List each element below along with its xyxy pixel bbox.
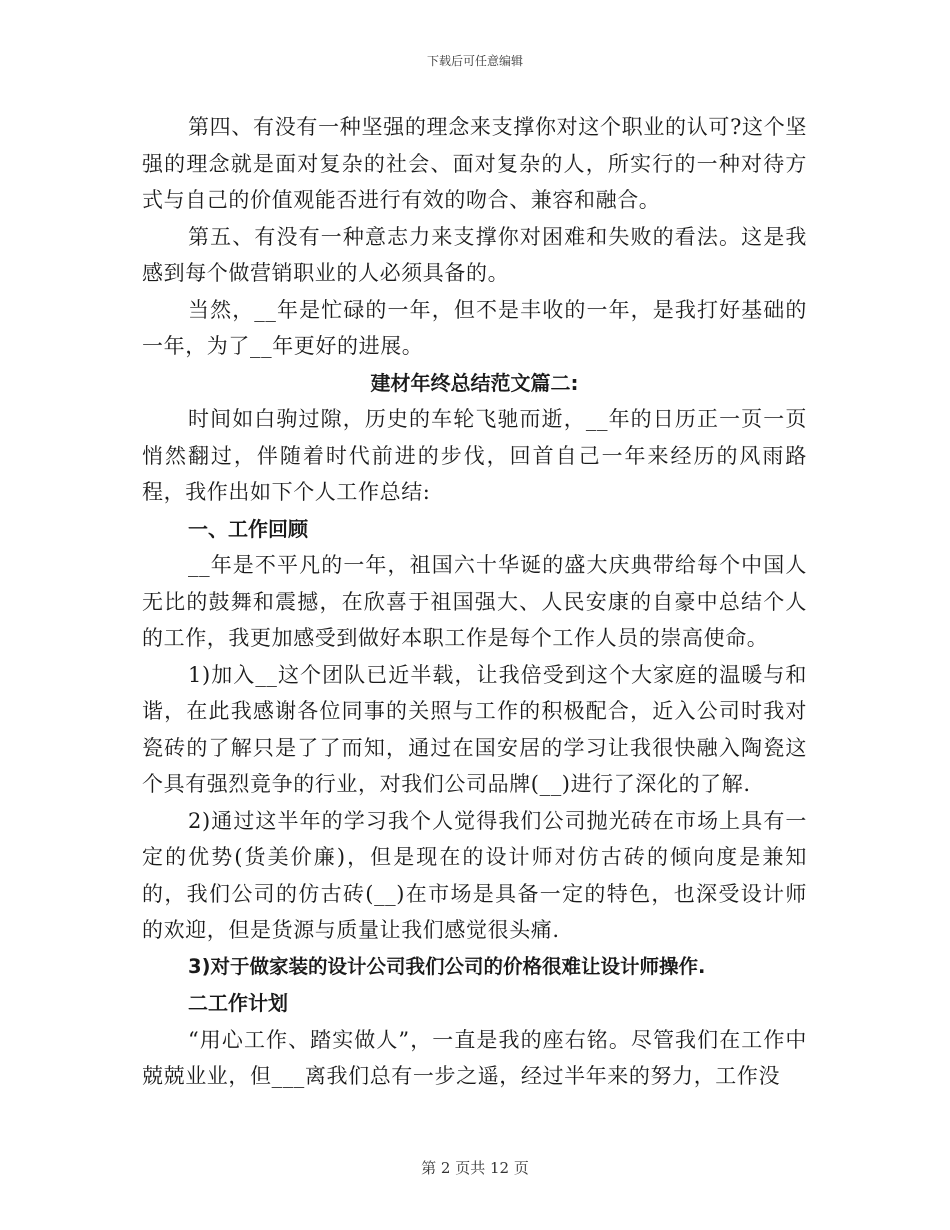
page-header: 下载后可任意编辑 <box>426 54 523 68</box>
document-body <box>142 109 807 1095</box>
paragraph-item-2: 2)通过这半年的学习我个人觉得我们公司抛光砖在市场上具有一定的优势(货美价廉)，但是现在的设计师对仿古砖的倾向度是兼知的，我们公司的仿古砖(__)在市场是具备一定的特色，也深受设计师的欢迎，但是货源与质量让我们感觉很头痛. <box>142 808 807 942</box>
section-title: 建材年终总结范文篇二: <box>370 370 579 395</box>
paragraph-fourth: 第四、有没有一种坚强的理念来支撑你对这个职业的认可?这个坚强的理念就是面对复杂的社会、面对复杂的人，所实行的一种对待方式与自己的价值观能否进行有效的吻合、兼容和融合。 <box>142 115 807 212</box>
paragraph-plan: “用心工作、踏实做人”，一直是我的座右铭。尽管我们在工作中兢兢业业，但___离我们总有一步之遥，经过半年来的努力，工作没 <box>142 1027 807 1088</box>
paragraph-intro: 时间如白驹过隙，历史的车轮飞驰而逝，__年的日历正一页一页悄然翻过，伴随着时代前进的步伐，回首自己一年来经历的风雨路程，我作出如下个人工作总结: <box>142 407 807 504</box>
page-footer: 第 2 页共 12 页 <box>421 1159 529 1177</box>
paragraph-conclusion: 当然，__年是忙碌的一年，但不是丰收的一年，是我打好基础的一年，为了__年更好的进展。 <box>142 297 807 358</box>
paragraph-fifth: 第五、有没有一种意志力来支撑你对困难和失败的看法。这是我感到每个做营销职业的人必须具备的。 <box>142 224 807 285</box>
paragraph-review: __年是不平凡的一年，祖国六十华诞的盛大庆典带给每个中国人无比的鼓舞和震撼，在欣喜于祖国强大、人民安康的自豪中总结个人的工作，我更加感受到做好本职工作是每个工作人员的崇高使命。 <box>142 553 807 650</box>
heading-work-review: 一、工作回顾 <box>188 516 308 541</box>
heading-work-plan: 二工作计划 <box>188 991 288 1015</box>
paragraph-item-3: 3)对于做家装的设计公司我们公司的价格很难让设计师操作. <box>188 954 706 978</box>
paragraph-item-1: 1)加入__这个团队已近半载，让我倍受到这个大家庭的温暖与和谐，在此我感谢各位同事的关照与工作的积极配合，近入公司时我对瓷砖的了解只是了了而知，通过在国安居的学习让我很快融入陶瓷这个具有强烈竟争的行业，对我们公司品牌(__)进行了深化的了解. <box>142 662 807 796</box>
